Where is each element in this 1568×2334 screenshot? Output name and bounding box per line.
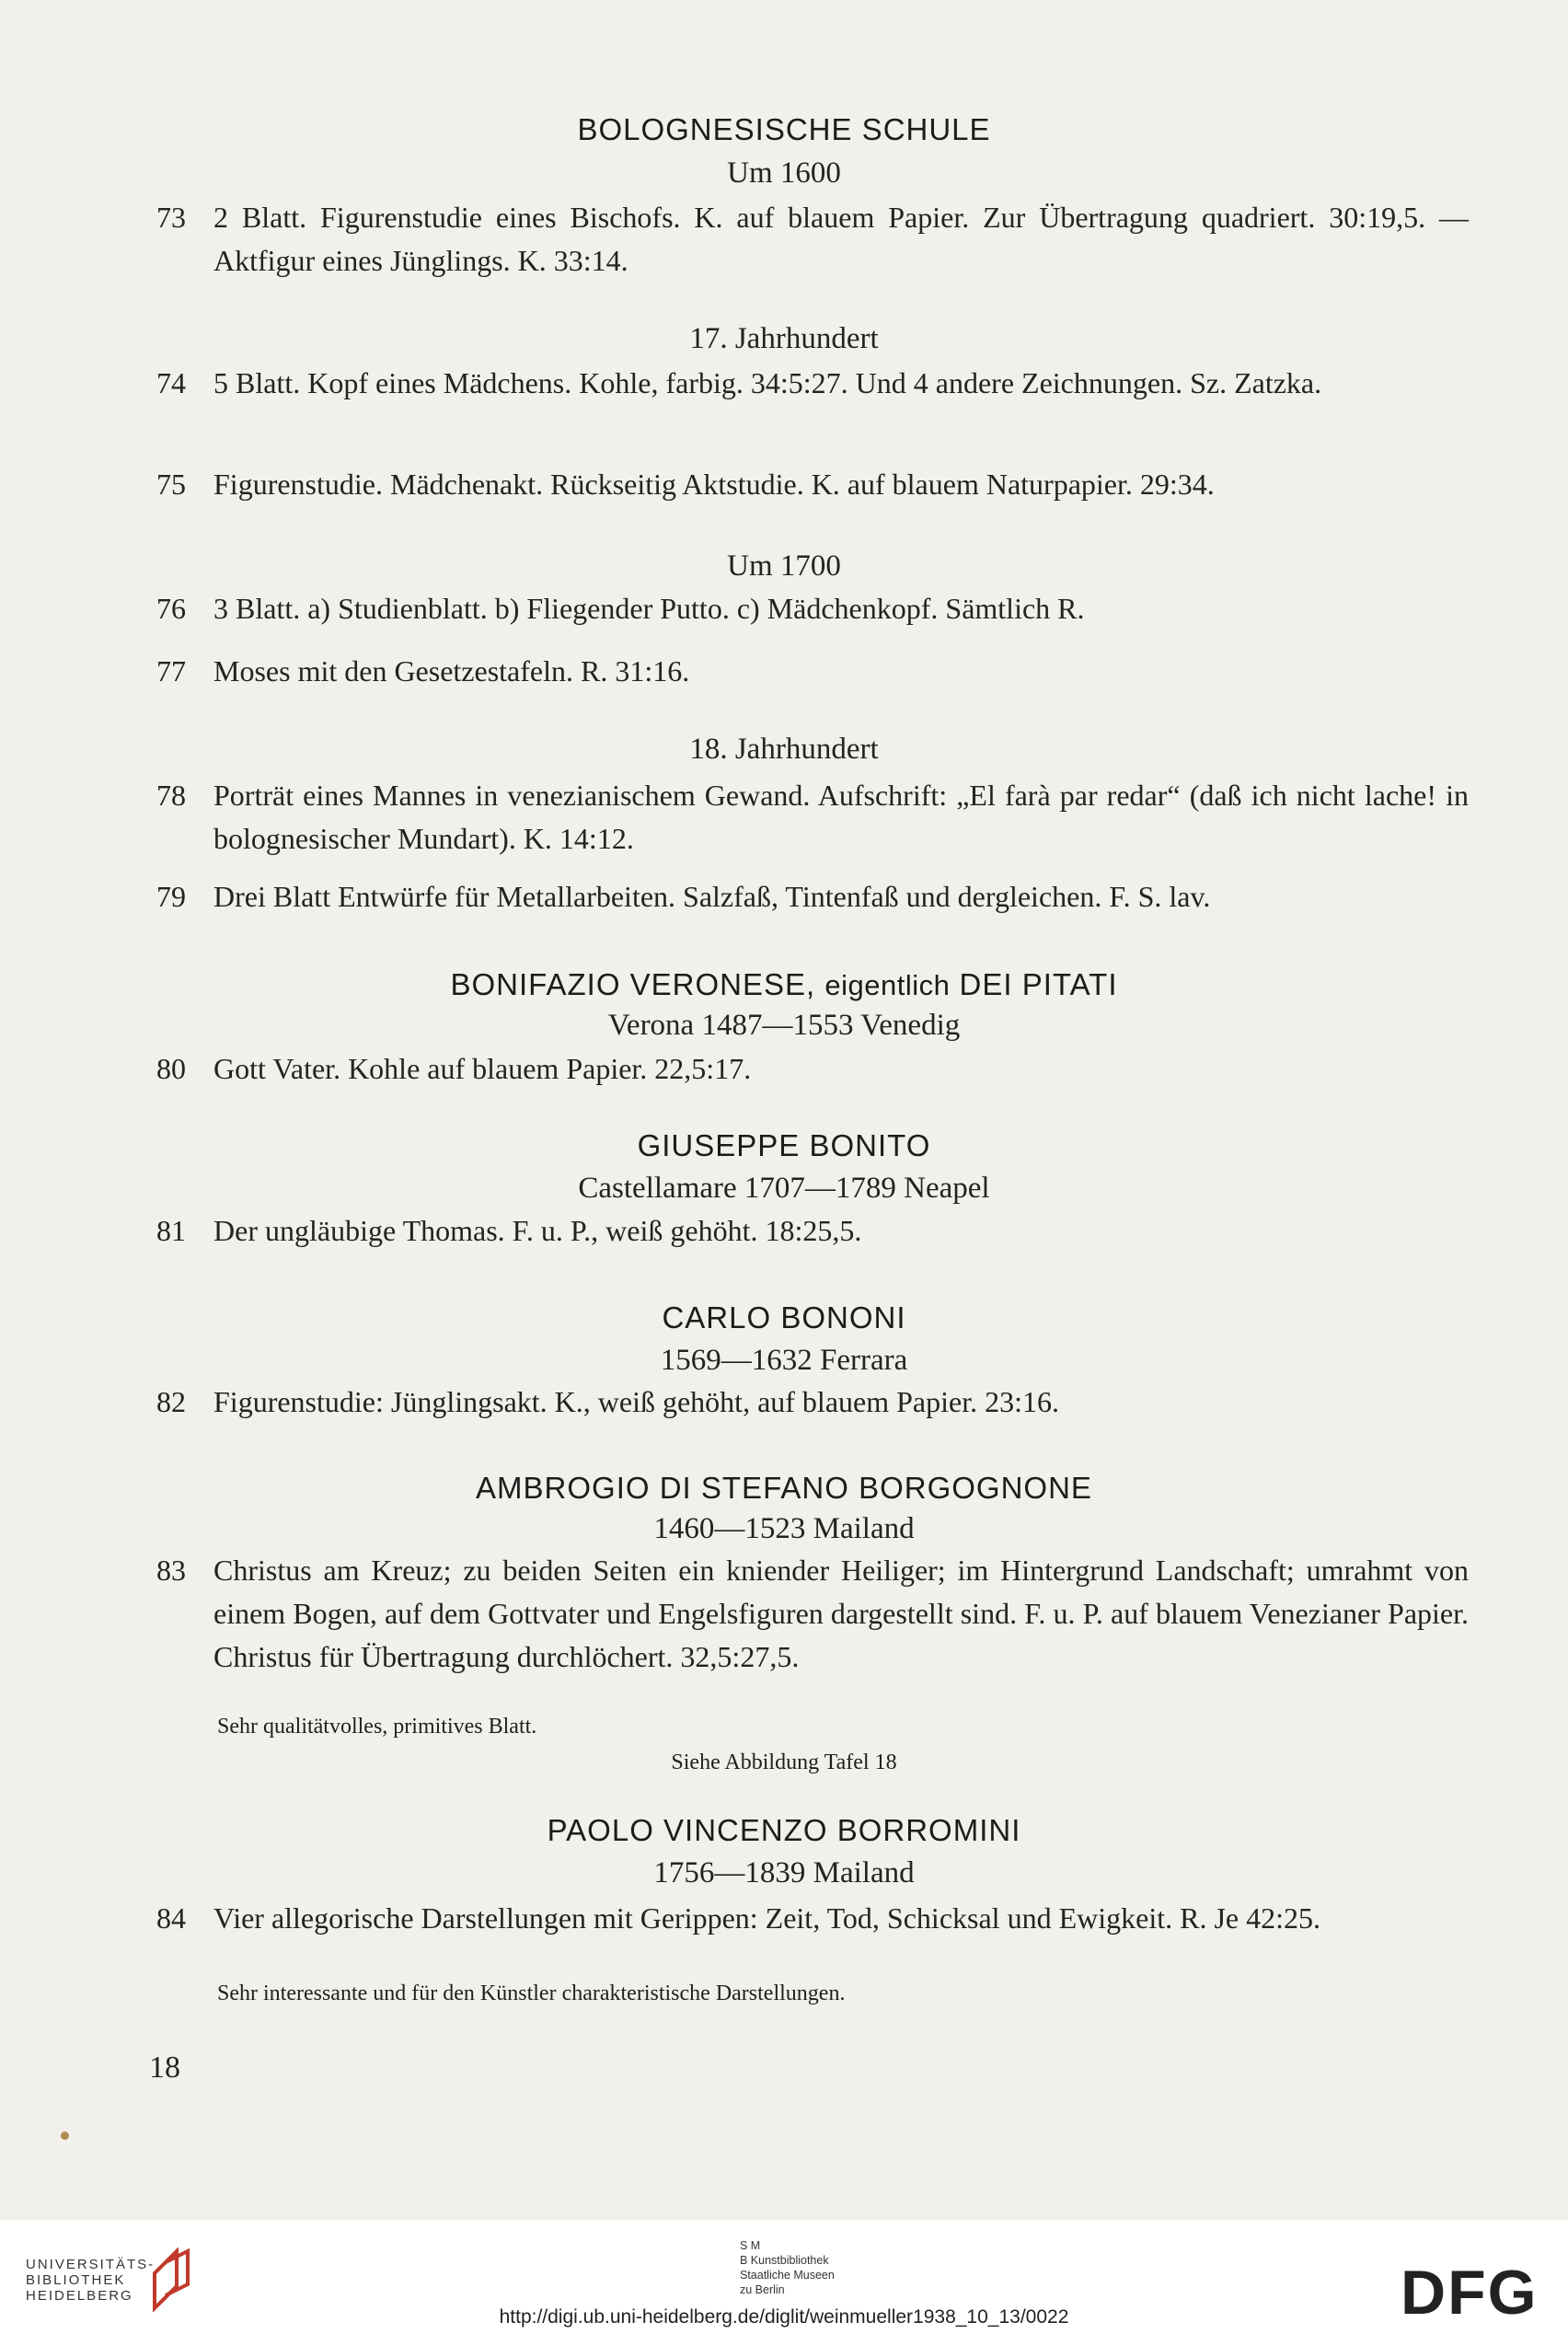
section-subtitle: 17. Jahrhundert (689, 322, 879, 355)
library-name (26, 2257, 155, 2304)
entry-text: Christus am Kreuz; zu beiden Seiten ein kniender Heiliger; im Hintergrund Landschaft; umrahmt von einem Bogen, auf dem Gottvater und Engelsfiguren dargestellt sind. F. u. P. auf blauem Venezianer Papier. Christus für Übertragung durchlöchert. 32,5:27,5. (213, 1554, 1469, 1673)
entry-text: 2 Blatt. Figurenstudie eines Bischofs. K. auf blauem Papier. Zur Übertragung quadriert. 30:19,5. — Aktfigur eines Jünglings. K. 33:14. (213, 201, 1469, 277)
entry-number: 80 (156, 1052, 186, 1085)
section-title (0, 967, 1568, 1002)
museum-credit-line: zu Berlin (740, 2283, 785, 2296)
entry-number: 79 (156, 880, 186, 913)
artist-name-connector: eigentlich (824, 969, 951, 1001)
entry-number: 82 (156, 1385, 186, 1418)
section-subtitle: Um 1600 (727, 156, 841, 190)
entry-text: Vier allegorische Darstellungen mit Gerippen: Zeit, Tod, Schicksal und Ewigkeit. R. Je 42:25. (213, 1901, 1320, 1935)
section-subtitle: Castellamare 1707—1789 Neapel (578, 1172, 990, 1205)
entry-number: 74 (156, 366, 186, 399)
library-logo-icon (145, 2247, 191, 2312)
library-name-line: UNIVERSITÄTS- (26, 2257, 156, 2272)
entry-text: Gott Vater. Kohle auf blauem Papier. 22,5:17. (213, 1052, 752, 1085)
section-subtitle: Verona 1487—1553 Venedig (607, 1009, 961, 1042)
source-url-link[interactable]: http://digi.ub.uni-heidelberg.de/diglit/weinmueller1938_10_13/0022 (499, 2306, 1069, 2328)
section-subtitle: 1460—1523 Mailand (653, 1512, 915, 1545)
digitization-footer (0, 2220, 1568, 2334)
entry-text: Porträt eines Mannes in venezianischem Gewand. Aufschrift: „El farà par redar“ (daß ich nicht lache! in bolognesischer Mundart). K. 14:12. (213, 779, 1469, 855)
entry-text: Moses mit den Gesetzestafeln. R. 31:16. (213, 654, 690, 687)
entry-text: Der ungläubige Thomas. F. u. P., weiß gehöht. 18:25,5. (213, 1214, 862, 1247)
entry-text: Figurenstudie. Mädchenakt. Rückseitig Aktstudie. K. auf blauem Naturpapier. 29:34. (213, 468, 1215, 501)
section-title: PAOLO VINCENZO BORROMINI (547, 1813, 1021, 1847)
entry-number: 76 (156, 592, 186, 625)
artist-name: BONIFAZIO VERONESE, (450, 967, 816, 1001)
entry-text: 5 Blatt. Kopf eines Mädchens. Kohle, farbig. 34:5:27. Und 4 andere Zeichnungen. Sz. Zatzka. (213, 366, 1322, 399)
artist-name-alt: DEI PITATI (959, 967, 1118, 1001)
section-subtitle: Um 1700 (727, 549, 841, 583)
entry-text: Drei Blatt Entwürfe für Metallarbeiten. Salzfaß, Tintenfaß und dergleichen. F. S. lav. (213, 880, 1211, 913)
entry-number: 73 (156, 201, 186, 234)
museum-credit-line: S M (740, 2239, 761, 2252)
entry-number: 81 (156, 1214, 186, 1247)
section-subtitle: 1756—1839 Mailand (653, 1856, 915, 1889)
section-title: BOLOGNESISCHE SCHULE (577, 112, 991, 146)
plate-reference: Siehe Abbildung Tafel 18 (671, 1750, 897, 1774)
dfg-logo: DFG (1401, 2258, 1539, 2328)
entry-text: Figurenstudie: Jünglingsakt. K., weiß gehöht, auf blauem Papier. 23:16. (213, 1385, 1059, 1418)
library-name-line: BIBLIOTHEK (26, 2272, 126, 2288)
museum-credit-line: Staatliche Museen (740, 2269, 835, 2282)
section-title: GIUSEPPE BONITO (637, 1128, 931, 1162)
paper-speck (61, 2132, 69, 2140)
entry-number: 75 (156, 468, 186, 501)
entry-number: 77 (156, 654, 186, 687)
entry-number: 83 (156, 1554, 186, 1587)
entry-number: 84 (156, 1901, 186, 1935)
section-subtitle: 18. Jahrhundert (689, 733, 879, 766)
section-title: AMBROGIO DI STEFANO BORGOGNONE (476, 1471, 1092, 1505)
entry-number: 78 (156, 779, 186, 812)
entry-note: Sehr qualitätvolles, primitives Blatt. (217, 1715, 537, 1739)
library-name-line: HEIDELBERG (26, 2288, 133, 2304)
section-subtitle: 1569—1632 Ferrara (660, 1344, 908, 1377)
museum-credit (740, 2238, 835, 2297)
entry-text: 3 Blatt. a) Studienblatt. b) Fliegender Putto. c) Mädchenkopf. Sämtlich R. (213, 592, 1085, 625)
section-title: CARLO BONONI (662, 1300, 906, 1335)
entry-note: Sehr interessante und für den Künstler charakteristische Darstellungen. (217, 1982, 846, 2005)
page-number: 18 (149, 2051, 180, 2085)
museum-credit-line: B Kunstbibliothek (740, 2254, 829, 2267)
